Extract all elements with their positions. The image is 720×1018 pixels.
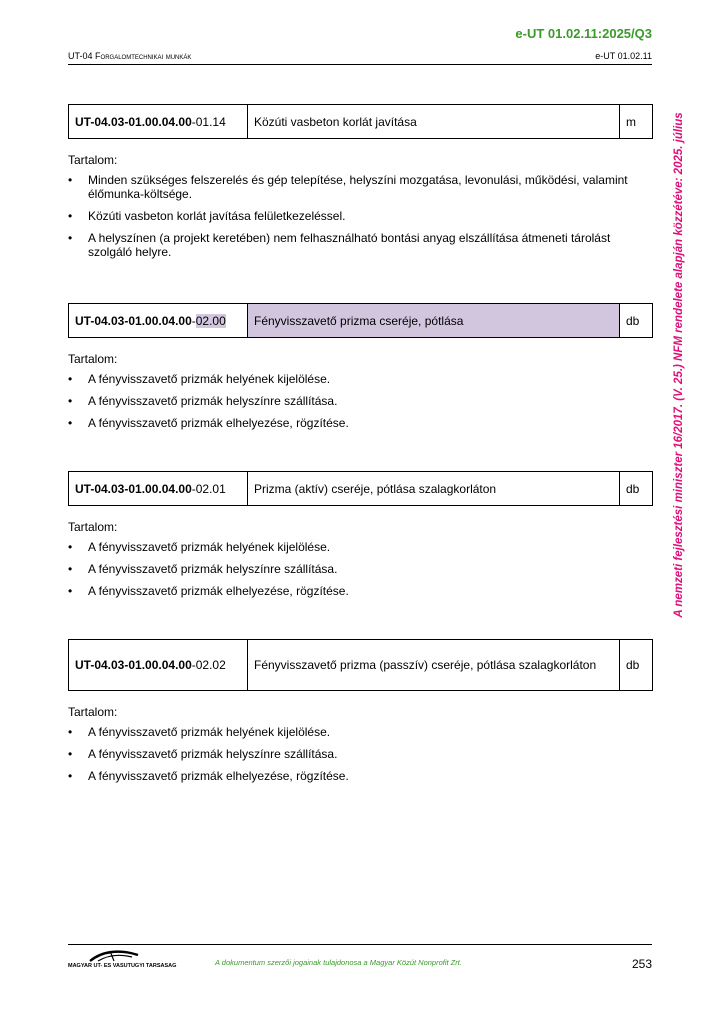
list-item: • A helyszínen (a projekt keretében) nem felhasználható bontási anyag elszállítása átmeneti tárolást szolgáló helyre. (68, 231, 653, 259)
item-unit: db (620, 304, 653, 338)
list-item: • Minden szükséges felszerelés és gép telepítése, helyszíni mozgatása, levonulási, működési, valamint élőmunka-költsége. (68, 173, 653, 201)
logo-text: MAGYAR UT- ES VASUTUGYI TARSASAG (68, 963, 177, 969)
item-description: Közúti vasbeton korlát javítása (248, 105, 620, 139)
item-code-main: UT-04.03-01.00.04.00 (75, 313, 192, 328)
running-header (68, 50, 652, 65)
selected-code-suffix[interactable]: 02.00 (195, 313, 226, 328)
item-unit: m (620, 105, 653, 139)
road-logo-icon (88, 949, 140, 963)
list-item: • A fényvisszavető prizmák helyének kijelölése. (68, 372, 653, 386)
item-code (69, 105, 248, 139)
item-code-dash: - (191, 313, 196, 328)
item-block (68, 471, 653, 606)
header-prefix: UT-04 (68, 51, 93, 61)
item-code-suffix: -02.01 (191, 481, 226, 496)
item-unit: db (620, 472, 653, 506)
item-header-table (68, 104, 653, 139)
item-header-row (69, 640, 653, 691)
item-header-row (69, 304, 653, 338)
item-code-main: UT-04.03-01.00.04.00 (75, 658, 192, 672)
item-description: Fényvisszavető prizma cseréje, pótlása (248, 304, 620, 338)
content-label: Tartalom: (68, 520, 118, 534)
item-header-table (68, 639, 653, 691)
list-item: • A fényvisszavető prizmák helyének kijelölése. (68, 540, 653, 554)
item-code (69, 304, 248, 338)
item-description: Fényvisszavető prizma (passzív) cseréje, pótlása szalagkorláton (248, 640, 620, 691)
list-item: • A fényvisszavető prizmák elhelyezése, rögzítése. (68, 416, 653, 430)
item-block (68, 303, 653, 438)
content-list (68, 372, 653, 430)
publisher-logo (68, 949, 177, 971)
list-item: • A fényvisszavető prizmák helyének kijelölése. (68, 725, 653, 739)
content-list (68, 540, 653, 598)
item-block (68, 639, 653, 791)
side-note-text: A nemzeti fejlesztési miniszter 16/2017. (V. 25.) NFM rendelete alapján közzétéve: 2025. július (673, 112, 685, 618)
header-doc-ref: e-UT 01.02.11 (595, 51, 652, 61)
list-item: • Közúti vasbeton korlát javítása felületkezeléssel. (68, 209, 653, 223)
footer-rule (68, 944, 652, 945)
item-description: Prizma (aktív) cseréje, pótlása szalagkorláton (248, 472, 620, 506)
copyright-notice: A dokumentum szerzői jogainak tulajdonosa a Magyar Közút Nonprofit Zrt. (215, 958, 462, 967)
item-code-suffix: -02.02 (191, 658, 226, 672)
item-code (69, 640, 248, 691)
content-label: Tartalom: (68, 705, 118, 719)
item-code-suffix: -01.14 (191, 114, 226, 129)
page-number: 253 (631, 957, 652, 971)
header-title: Forgalomtechnikai munkák (95, 51, 192, 61)
item-header-table (68, 471, 653, 506)
list-item: • A fényvisszavető prizmák elhelyezése, rögzítése. (68, 769, 653, 783)
content-label: Tartalom: (68, 153, 118, 167)
item-code-main: UT-04.03-01.00.04.00 (75, 114, 192, 129)
document-code: e-UT 01.02.11:2025/Q3 (515, 26, 652, 41)
header-section-title (68, 51, 191, 61)
item-unit: db (620, 640, 653, 691)
content-list (68, 725, 653, 783)
item-block (68, 104, 653, 267)
list-item: • A fényvisszavető prizmák helyszínre szállítása. (68, 747, 653, 761)
item-code-main: UT-04.03-01.00.04.00 (75, 481, 192, 496)
item-header-table (68, 303, 653, 338)
item-header-row (69, 105, 653, 139)
item-header-row (69, 472, 653, 506)
content-label: Tartalom: (68, 352, 118, 366)
list-item: • A fényvisszavető prizmák helyszínre szállítása. (68, 394, 653, 408)
list-item: • A fényvisszavető prizmák helyszínre szállítása. (68, 562, 653, 576)
item-code (69, 472, 248, 506)
content-list (68, 173, 653, 259)
list-item: • A fényvisszavető prizmák elhelyezése, rögzítése. (68, 584, 653, 598)
